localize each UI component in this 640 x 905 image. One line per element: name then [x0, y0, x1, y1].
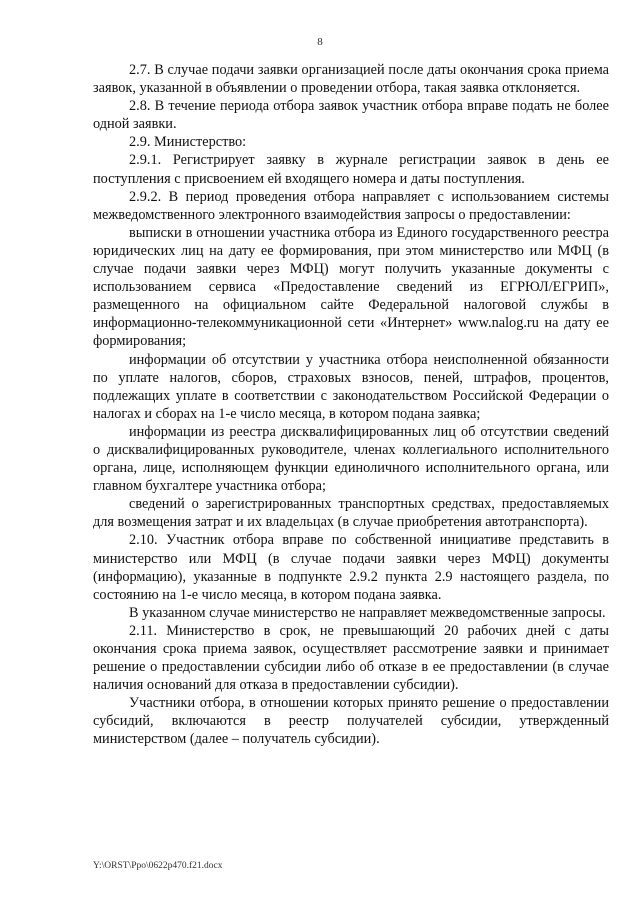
paragraph-2-9: 2.9. Министерство:: [129, 134, 247, 151]
list-item-tax-debt-info: информации об отсутствии у участника отбора неисполненной обязанности по уплате налогов, сборов, страховых взносов, пеней, штрафов, процентов, подлежащих уплате в соответствии с законодательством Российской Федерации о налогах и сборах на 1-е число месяца, в котором подана заявка;: [93, 351, 609, 422]
file-path-footer: Y:\ORST\Ppo\0622p470.f21.docx: [93, 861, 223, 871]
paragraph-2-11-recipients: Участники отбора, в отношении которых принято решение о предоставлении субсидий, включаются в реестр получателей субсидии, утвержденный министерством (далее – получатель субсидии).: [93, 695, 609, 748]
list-item-egrul-extract: выписки в отношении участника отбора из Единого государственного реестра юридических лиц на дату ее формирования, при этом министерство или МФЦ (в случае подачи заявки через МФЦ) могут получить указанные документы с использованием сервиса «Предоставление сведений из ЕГРЮЛ/ЕГРИП», размещенного на официальном сайте Федеральной налоговой службы в информационно-телекоммуникационной сети «Интернет» www.nalog.ru на дату ее формирования;: [93, 224, 609, 350]
paragraph-2-9-1: 2.9.1. Регистрирует заявку в журнале регистрации заявок в день ее поступления с присвоением ей входящего номера и даты поступления.: [93, 152, 609, 187]
paragraph-2-10: 2.10. Участник отбора вправе по собственной инициативе представить в министерство или МФЦ (в случае подачи заявки через МФЦ) документы (информацию), указанные в подпункте 2.9.2 пункта 2.9 настоящего раздела, по состоянию на 1-е число месяца, в котором подана заявка.: [93, 532, 609, 603]
paragraph-2-8: 2.8. В течение периода отбора заявок участник отбора вправе подать не более одной заявки.: [93, 98, 609, 133]
paragraph-2-9-2: 2.9.2. В период проведения отбора направляет с использованием системы межведомственного электронного взаимодействия запросы о предоставлении:: [93, 188, 609, 223]
paragraph-2-10-note: В указанном случае министерство не направляет межведомственные запросы.: [129, 604, 606, 621]
paragraph-2-7: 2.7. В случае подачи заявки организацией после даты окончания срока приема заявок, указанной в объявлении о проведении отбора, такая заявка отклоняется.: [93, 62, 609, 97]
document-body: [93, 61, 609, 749]
list-item-disqualified-registry: информации из реестра дисквалифицированных лиц об отсутствии сведений о дисквалифицированных руководителе, членах коллегиального исполнительного органа, лице, исполняющем функции единоличного исполнительного органа, или главном бухгалтере участника отбора;: [93, 423, 609, 495]
list-item-vehicle-info: сведений о зарегистрированных транспортных средствах, предоставляемых для возмещения затрат и их владельцах (в случае приобретения автотранспорта).: [93, 496, 609, 531]
paragraph-2-11: 2.11. Министерство в срок, не превышающий 20 рабочих дней с даты окончания срока приема заявок, осуществляет рассмотрение заявки и принимает решение о предоставлении субсидии либо об отказе в ее предоставлении (в случае наличия оснований для отказа в предоставлении субсидии).: [93, 622, 609, 694]
page-number: 8: [317, 36, 323, 48]
